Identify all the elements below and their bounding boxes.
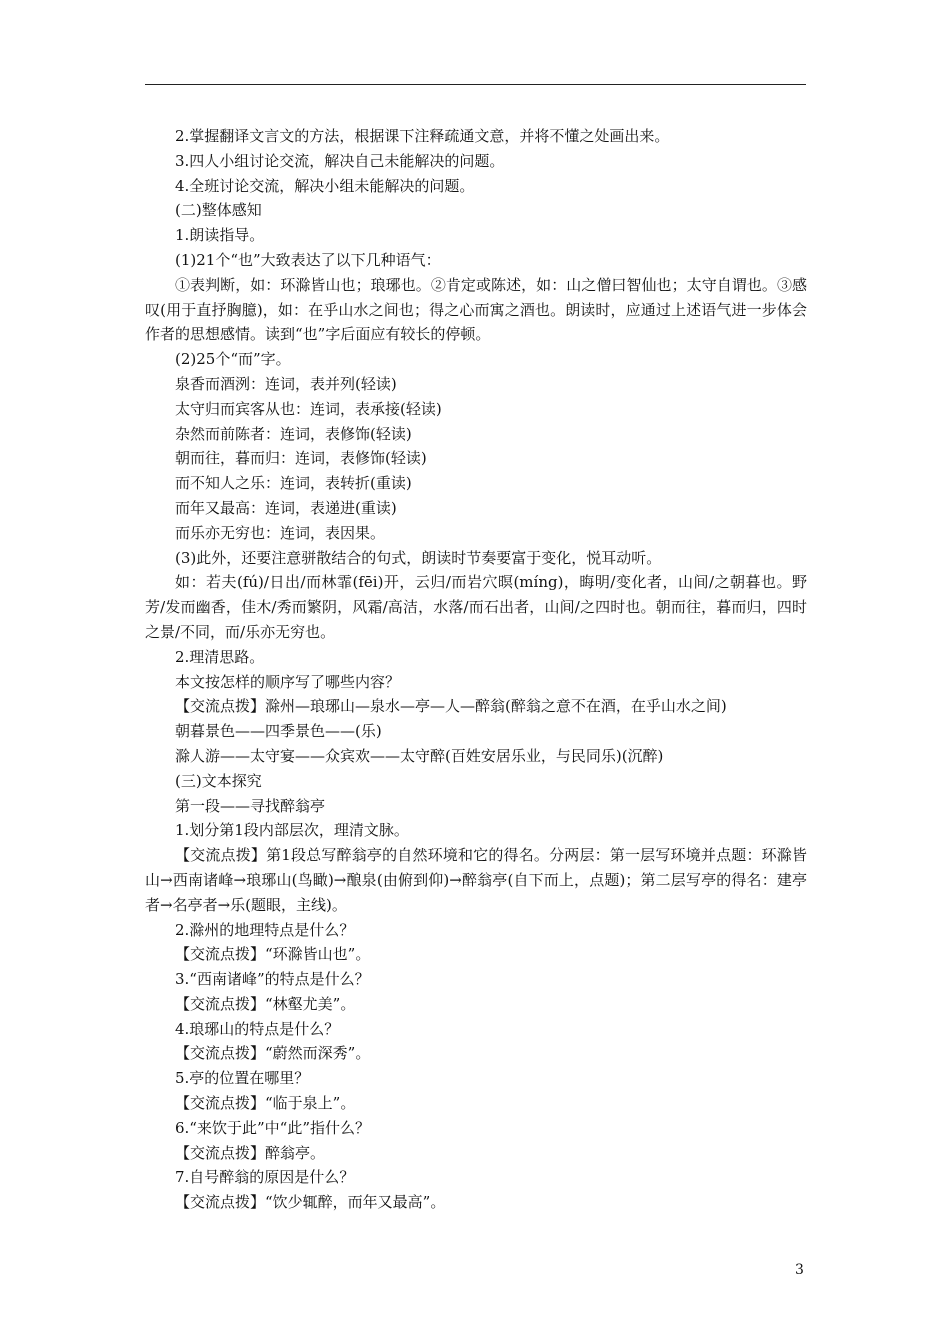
paragraph: (1)21个“也”大致表达了以下几种语气：: [175, 250, 441, 269]
paragraph: (3)此外，还要注意骈散结合的句式，朗读时节奏要富于变化，悦耳动听。: [175, 548, 662, 567]
list-item: 杂然而前陈者：连词，表修饰(轻读): [175, 424, 412, 443]
list-item: 而不知人之乐：连词，表转折(重读): [175, 474, 412, 493]
answer: 【交流点拨】“饮少辄醉，而年又最高”。: [175, 1193, 446, 1212]
paragraph: 4.全班讨论交流，解决小组未能解决的问题。: [175, 176, 475, 195]
question: 3.“西南诸峰”的特点是什么？: [175, 970, 370, 989]
list-item: 朝而往，暮而归：连词，表修饰(轻读): [175, 449, 427, 468]
paragraph: 【交流点拨】滁州—琅琊山—泉水—亭—人—醉翁(醉翁之意不在酒，在乎山水之间): [175, 697, 727, 716]
paragraph: 第一段——寻找醉翁亭: [175, 796, 326, 815]
answer: 【交流点拨】“临于泉上”。: [175, 1094, 356, 1113]
paragraph: 1.划分第1段内部层次，理清文脉。: [175, 821, 409, 840]
answer: 【交流点拨】“林壑尤美”。: [175, 994, 356, 1013]
page-number: 3: [795, 1262, 804, 1278]
answer: 【交流点拨】“蔚然而深秀”。: [175, 1044, 371, 1063]
paragraph: 如：若夫(fú)/日出/而林霏(fēi)开，云归/而岩穴暝(míng)，晦明/变化者，山间/之朝暮也。野芳/发而幽香，佳木/秀而繁阴，风霜/高洁，水落/而石出者，山间/之四时也。朝而往，暮而归，四时之景/不同，而/乐亦无穷也。: [145, 573, 807, 641]
paragraph: 滁人游——太守宴——众宾欢——太守醉(百姓安居乐业，与民同乐)(沉醉): [175, 746, 664, 765]
question: 2.滁州的地理特点是什么？: [175, 920, 355, 939]
question: 5.亭的位置在哪里？: [175, 1069, 310, 1088]
document-body: [145, 124, 807, 1215]
paragraph: 3.四人小组讨论交流，解决自己未能解决的问题。: [175, 151, 505, 170]
paragraph: 朝暮景色——四季景色——(乐): [175, 722, 382, 741]
paragraph: ①表判断，如：环滁皆山也；琅琊也。②肯定或陈述，如：山之僧曰智仙也；太守自谓也。③感叹(用于直抒胸臆)，如：在乎山水之间也；得之心而寓之酒也。朗读时，应通过上述语气进一步体会作者的思想感情。读到“也”字后面应有较长的停顿。: [145, 275, 807, 344]
list-item: 泉香而酒洌：连词，表并列(轻读): [175, 374, 397, 393]
question: 6.“来饮于此”中“此”指什么？: [175, 1118, 370, 1137]
paragraph: 【交流点拨】第1段总写醉翁亭的自然环境和它的得名。分两层：第一层写环境并点题：环滁皆山→西南诸峰→琅琊山(鸟瞰)→酿泉(由俯到仰)→醉翁亭(自下而上，点题)；第二层写亭的得名：建亭者→名亭者→乐(题眼，主线)。: [145, 846, 807, 914]
question: 7.自号醉翁的原因是什么？: [175, 1168, 355, 1187]
paragraph: 2.掌握翻译文言文的方法，根据课下注释疏通文意，并将不懂之处画出来。: [175, 127, 670, 145]
list-item: 而乐亦无穷也：连词，表因果。: [175, 523, 386, 542]
list-item: 太守归而宾客从也：连词，表承接(轻读): [175, 399, 442, 418]
answer: 【交流点拨】醉翁亭。: [175, 1143, 326, 1162]
section-heading: (三)文本探究: [175, 771, 262, 790]
answer: 【交流点拨】“环滁皆山也”。: [175, 945, 371, 964]
paragraph: (2)25个“而”字。: [175, 350, 291, 369]
header-rule: [145, 84, 806, 85]
paragraph: 2.理清思路。: [175, 647, 265, 666]
section-heading: (二)整体感知: [175, 201, 262, 220]
paragraph: 1.朗读指导。: [175, 226, 265, 245]
list-item: 而年又最高：连词，表递进(重读): [175, 498, 397, 517]
paragraph: 本文按怎样的顺序写了哪些内容？: [175, 672, 401, 691]
question: 4.琅琊山的特点是什么？: [175, 1019, 340, 1038]
